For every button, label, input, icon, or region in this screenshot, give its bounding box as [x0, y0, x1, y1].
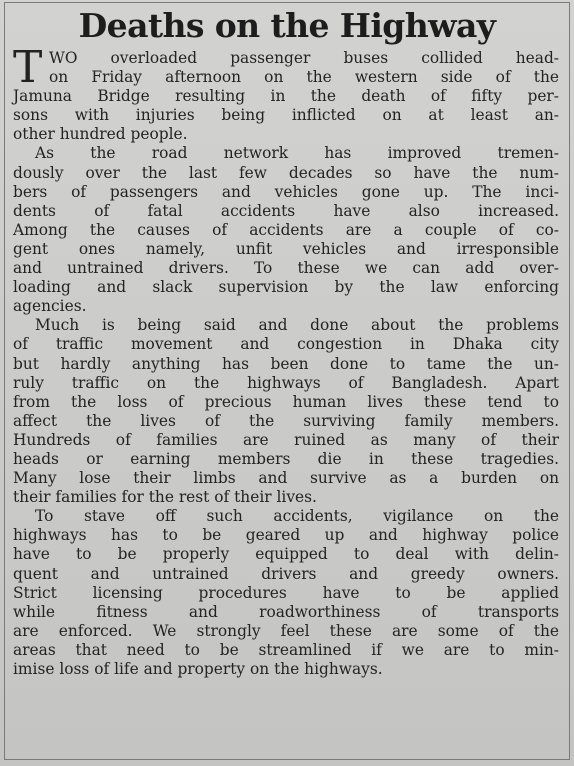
article-line: WO overloaded passenger buses collided head-	[49, 49, 559, 67]
article-line: heads or earning members die in these tragedies.	[13, 449, 559, 468]
article-line: As the road network has improved tremen-	[35, 144, 559, 163]
article-line: Jamuna Bridge resulting in the death of fifty per-	[13, 87, 559, 106]
article-line: their families for the rest of their lives.	[13, 488, 317, 507]
article-line: Many lose their limbs and survive as a burden on	[13, 469, 559, 488]
article-line: dously over the last few decades so have the num-	[13, 163, 559, 182]
article-line: Much is being said and done about the problems	[35, 316, 559, 335]
article-line: on Friday afternoon on the western side of the	[49, 68, 559, 87]
article-line: To stave off such accidents, vigilance on the	[35, 507, 559, 526]
article-line: Strict licensing procedures have to be applied	[13, 583, 559, 602]
article-line: but hardly anything has been done to tame the un-	[13, 354, 559, 373]
article-line: of traffic movement and congestion in Dhaka city	[13, 335, 559, 354]
article-line: agencies.	[13, 297, 87, 316]
article-line: ruly traffic on the highways of Bangladesh. Apart	[13, 373, 559, 392]
article-line: and untrained drivers. To these we can add over-	[13, 259, 559, 278]
article-line: from the loss of precious human lives these tend to	[13, 392, 559, 411]
article-line: imise loss of life and property on the highways.	[13, 660, 383, 678]
article-line: have to be properly equipped to deal with delin-	[13, 545, 559, 564]
article-line: gent ones namely, unfit vehicles and irresponsible	[13, 239, 559, 258]
article-line: are enforced. We strongly feel these are some of the	[13, 621, 559, 640]
article-line: highways has to be geared up and highway police	[13, 526, 559, 545]
article-line: dents of fatal accidents have also increased.	[13, 201, 559, 220]
article-line: while fitness and roadworthiness of transports	[13, 602, 559, 621]
article-line: sons with injuries being inflicted on at least an-	[13, 106, 559, 125]
drop-cap: T	[13, 42, 43, 93]
article-line: Among the causes of accidents are a couple of co-	[13, 220, 559, 239]
article-line: affect the lives of the surviving family members.	[13, 411, 559, 430]
article-line: bers of passengers and vehicles gone up. The inci-	[13, 182, 559, 201]
article-body	[13, 42, 559, 679]
article-line: other hundred people.	[13, 125, 188, 144]
article-line: loading and slack supervision by the law enforcing	[13, 278, 559, 297]
article-line: quent and untrained drivers and greedy owners.	[13, 564, 559, 583]
headline: Deaths on the Highway	[78, 6, 496, 45]
article-line: areas that need to be streamlined if we are to min-	[13, 640, 559, 659]
article-line: Hundreds of families are ruined as many of their	[13, 430, 559, 449]
